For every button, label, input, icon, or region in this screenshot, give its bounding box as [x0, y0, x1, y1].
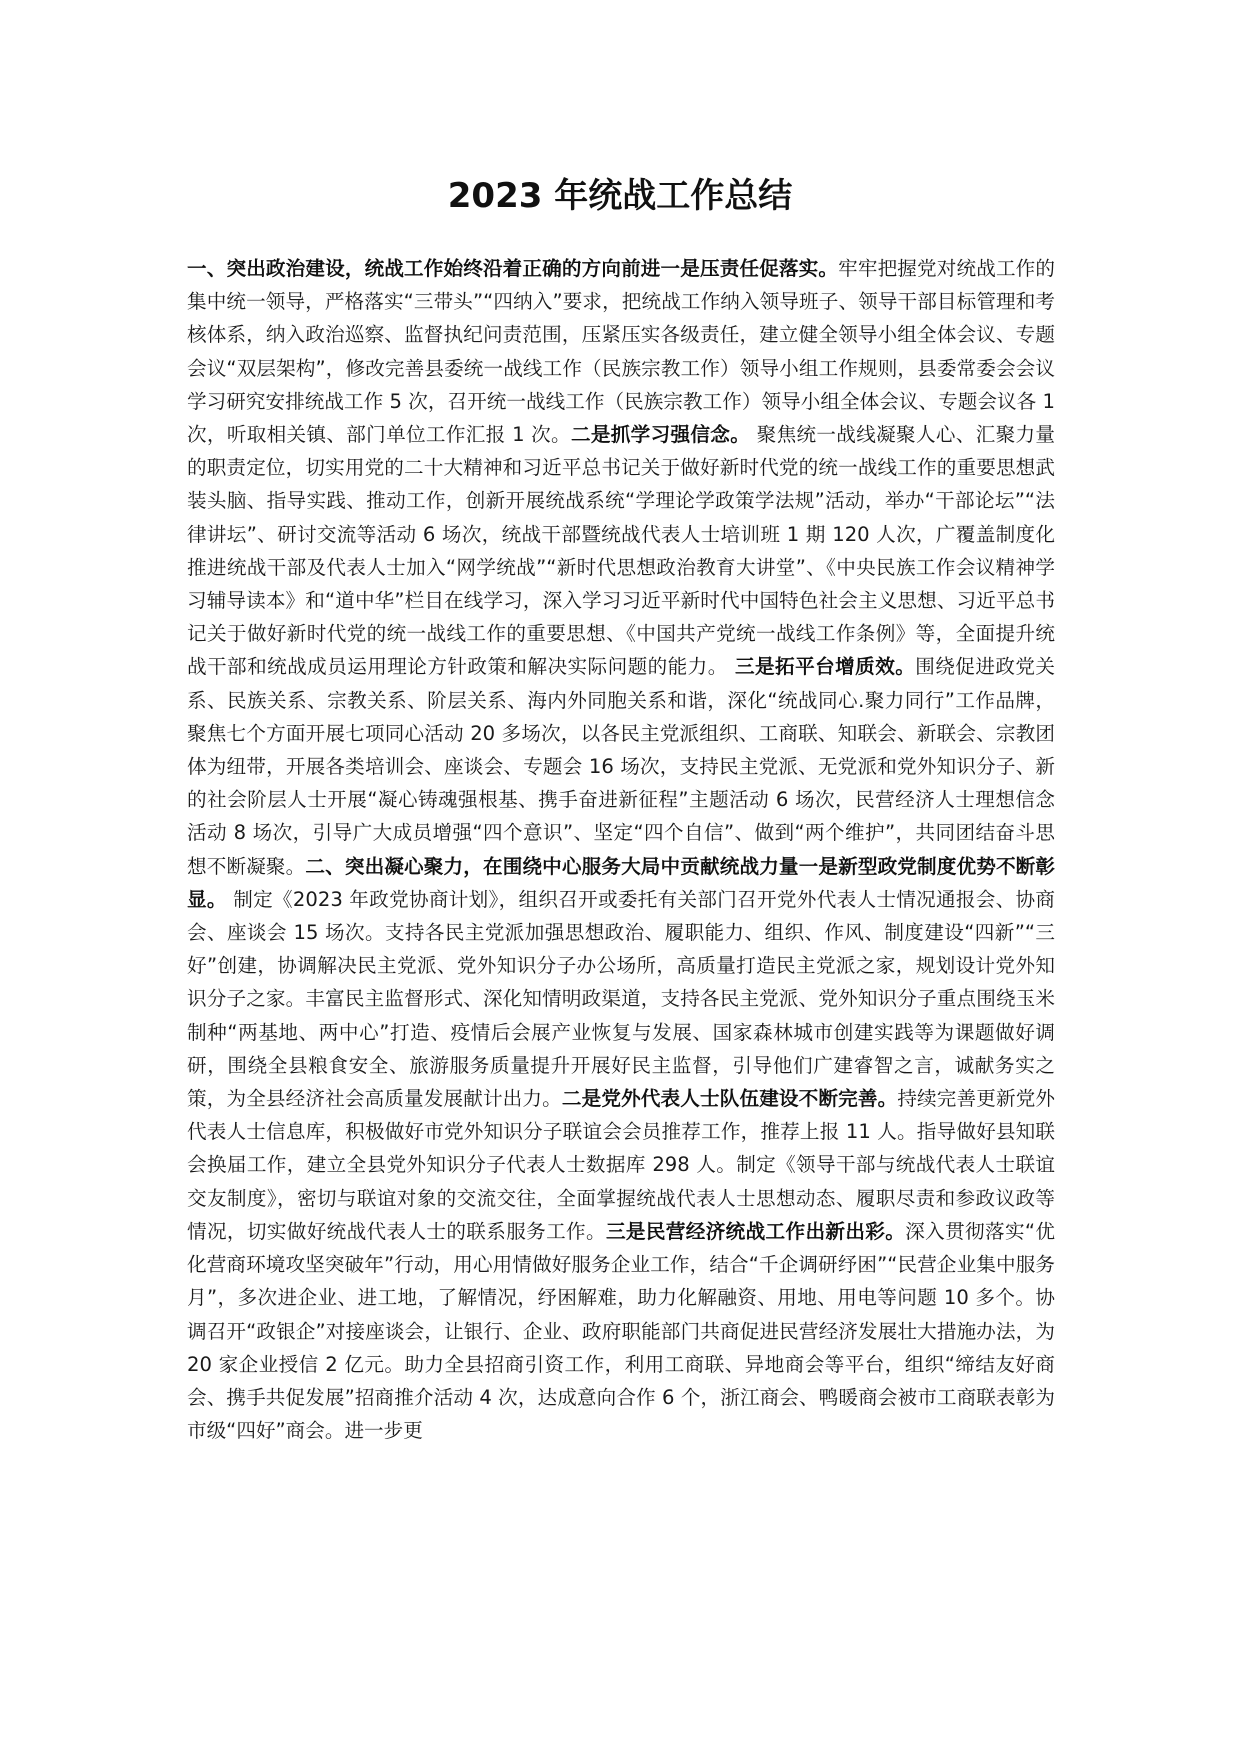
section-heading-1: 一、突出政治建设，统战工作始终沿着正确的方向前进一是压责任促落实。: [187, 257, 839, 280]
paragraph-text: 深入贯彻落实“优化营商环境攻坚突破年”行动，用心用情做好服务企业工作，结合“千企调研纾困”“民营企业集中服务月”，多次进企业、进工地，了解情况，纾困解难，助力化解融资、用地、用电等问题 10 多个。协调召开“政银企”对接座谈会，让银行、企业、政府职能部门共商促进民营经济发展壮大措施办法，为 20 家企业授信 2 亿元。助力全县招商引资工作，利用工商联、异地商会等平台，组织“缔结友好商会、携手共促发展”招商推介活动 4 次，达成意向合作 6 个，浙江商会、鸭暖商会被市工商联表彰为市级“四好”商会。进一步更: [187, 1219, 1056, 1443]
paragraph-text: 围绕促进政党关系、民族关系、宗教关系、阶层关系、海内外同胞关系和谐，深化“统战同心.聚力同行”工作品牌，聚焦七个方面开展七项同心活动 20 多场次，以各民主党派组织、工商联、知联会、新联会、宗教团体为纽带，开展各类培训会、座谈会、专题会 16 场次，支持民主党派、无党派和党外知识分子、新的社会阶层人士开展“凝心铸魂强根基、携手奋进新征程”主题活动 6 场次，民营经济人士理想信念活动 8 场次，引导广大成员增强“四个意识”、坚定“四个自信”、做到“两个维护”，共同团结奋斗思想不断凝聚。: [187, 655, 1056, 878]
subheading-2: 二是抓学习强信念。: [570, 423, 751, 447]
subheading-2-2: 二是党外代表人士队伍建设不断完善。: [561, 1087, 898, 1111]
paragraph-text: 制定《2023 年政党协商计划》，组织召开或委托有关部门召开党外代表人士情况通报会、协商会、座谈会 15 场次。支持各民主党派加强思想政治、履职能力、组织、作风、制度建设“四新”“三好”创建，协调解决民主党派、党外知识分子办公场所，高质量打造民主党派之家，规划设计党外知识分子之家。丰富民主监督形式、深化知情明政渠道，支持各民主党派、党外知识分子重点围绕玉米制种“两基地、两中心”打造、疫情后会展产业恢复与发展、国家森林城市创建实践等为课题做好调研，围绕全县粮食安全、旅游服务质量提升开展好民主监督，引导他们广建睿智之言，诚献务实之策，为全县经济社会高质量发展献计出力。: [187, 887, 1055, 1111]
subheading-2-3: 三是民营经济统战工作出新出彩。: [605, 1219, 906, 1243]
page-title: 2023 年统战工作总结: [447, 176, 793, 216]
paragraph-text: 持续完善更新党外代表人士信息库，积极做好市党外知识分子联谊会会员推荐工作，推荐上报 11 人。指导做好县知联会换届工作，建立全县党外知识分子代表人士数据库 298 人。制定《领导干部与统战代表人士联谊交友制度》，密切与联谊对象的交流交往，全面掌握统战代表人士思想动态、履职尽责和参政议政等情况，切实做好统战代表人士的联系服务工作。: [187, 1087, 1056, 1243]
subheading-3: 三是拓平台增质效。: [727, 655, 916, 679]
body-paragraph: [187, 252, 1055, 1447]
section-heading-2: 二、突出凝心聚力，在围绕中心服务大局中贡献统战力量一是新型政党制度优势不断彰显。: [187, 854, 1056, 911]
paragraph-text: 牢牢把握党对统战工作的集中统一领导，严格落实“三带头”“四纳入”要求，把统战工作纳入领导班子、领导干部目标管理和考核体系，纳入政治巡察、监督执纪问责范围，压紧压实各级责任，建立健全领导小组全体会议、专题会议“双层架构”，修改完善县委统一战线工作（民族宗教工作）领导小组工作规则，县委常委会会议学习研究安排统战工作 5 次，召开统一战线工作（民族宗教工作）领导小组全体会议、专题会议各 1 次，听取相关镇、部门单位工作汇报 1 次。: [187, 257, 1056, 447]
paragraph-text: 聚焦统一战线凝聚人心、汇聚力量的职责定位，切实用党的二十大精神和习近平总书记关于做好新时代党的统一战线工作的重要思想武装头脑、指导实践、推动工作，创新开展统战系统“学理论学政策学法规”活动，举办“干部论坛”“法律讲坛”、研讨交流等活动 6 场次，统战干部暨统战代表人士培训班 1 期 120 人次，广覆盖制度化推进统战干部及代表人士加入“网学统战”“新时代思想政治教育大讲堂”、《中央民族工作会议精神学习辅导读本》和“道中华”栏目在线学习，深入学习习近平新时代中国特色社会主义思想、习近平总书记关于做好新时代党的统一战线工作的重要思想、《中国共产党统一战线工作条例》等，全面提升统战干部和统战成员运用理论方针政策和解决实际问题的能力。: [187, 423, 1055, 679]
